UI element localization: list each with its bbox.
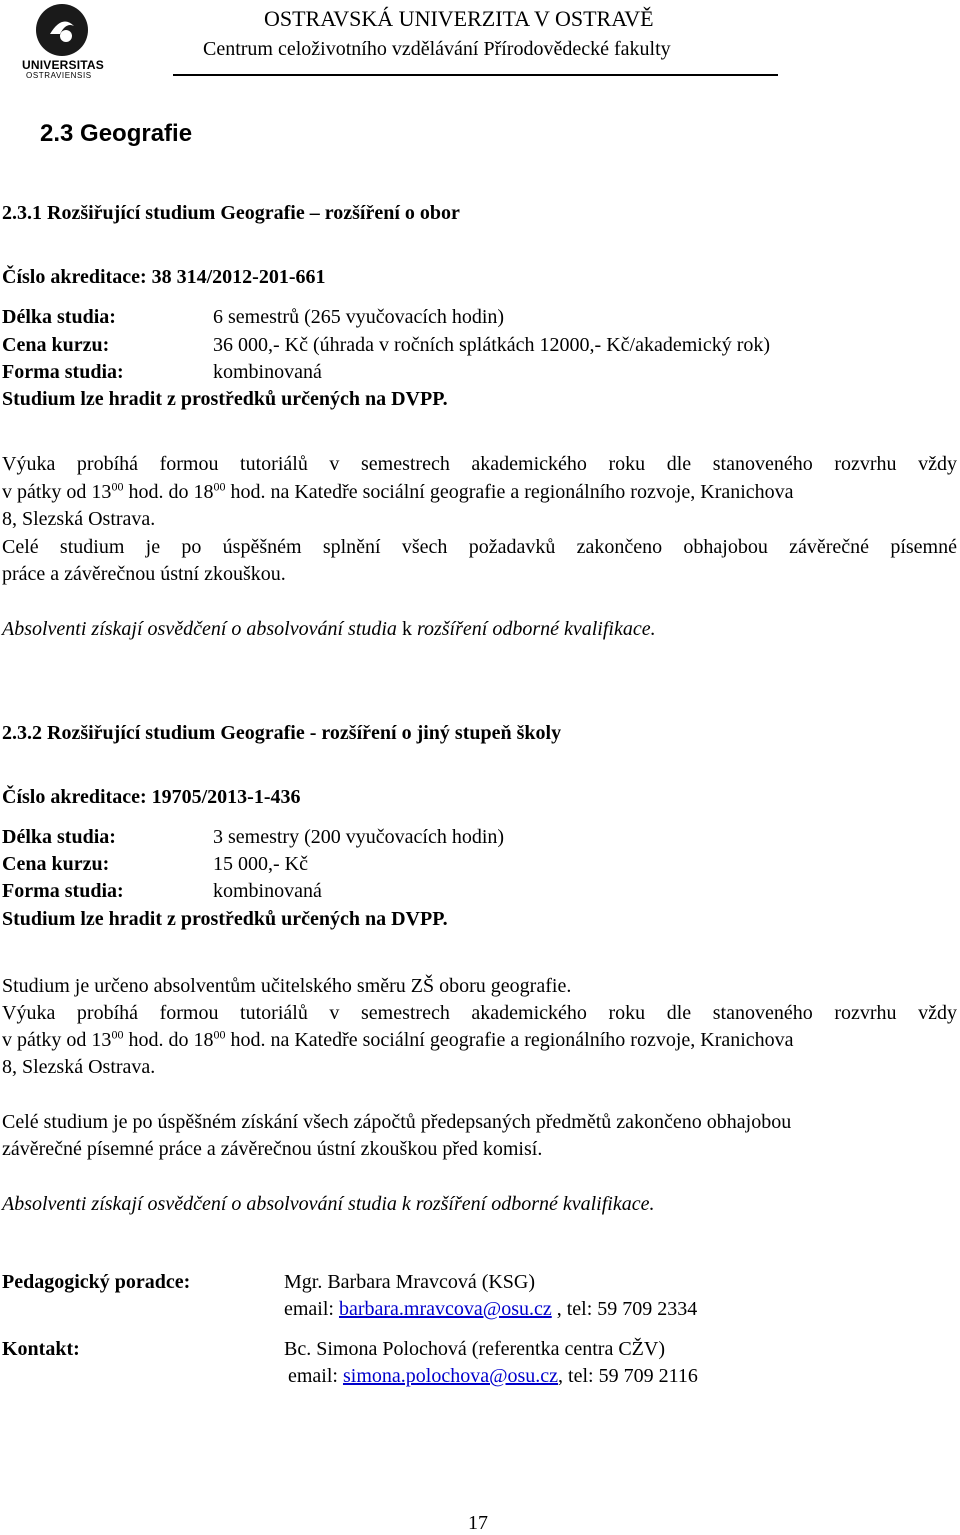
s2-paragraph-line: Výuka probíhá formou tutoriálů v semestrech akademického roku dle stanoveného rozvrhu vždy	[2, 1002, 957, 1024]
s2-outcome: Absolventi získají osvědčení o absolvování studia k rozšíření odborné kvalifikace.	[2, 1193, 655, 1215]
s2-row-value: 15 000,- Kč	[213, 853, 308, 875]
header-subtitle: Centrum celoživotního vzdělávání Přírodovědecké fakulty	[203, 38, 671, 60]
s1-paragraph-line: práce a závěrečnou ústní zkouškou.	[2, 563, 286, 585]
s1-paragraph-line: v pátky od $13^{00}$ hod. do $18^{00}$ hod. na Katedře sociální geografie a regionálního rozvoje, Kranichova	[2, 479, 794, 503]
s2-paragraph-line: Celé studium je po úspěšném získání všech zápočtů předepsaných předmětů zakončeno obhajobou	[2, 1111, 792, 1133]
s2-paragraph-line: 8, Slezská Ostrava.	[2, 1056, 156, 1078]
advisor-email-link[interactable]: barbara.mravcova@osu.cz	[338, 1298, 552, 1320]
logo-line2: OSTRAVIENSIS	[26, 71, 92, 80]
s2-accreditation: Číslo akreditace: 19705/2013-1-436	[2, 786, 301, 808]
s2-row-value: 3 semestry (200 vyučovacích hodin)	[213, 826, 505, 848]
s1-paragraph-line: Výuka probíhá formou tutoriálů v semestrech akademického roku dle stanoveného rozvrhu vždy	[2, 453, 957, 475]
s2-paragraph-line: závěrečné písemné práce a závěrečnou ústní zkouškou před komisí.	[2, 1138, 543, 1160]
s2-heading: 2.3.2 Rozšiřující studium Geografie - rozšíření o jiný stupeň školy	[2, 722, 562, 744]
s1-paragraph-line: 8, Slezská Ostrava.	[2, 508, 156, 530]
s1-row-label: Délka studia:	[2, 306, 116, 328]
s1-row-label: Forma studia:	[2, 361, 124, 383]
header-title: OSTRAVSKÁ UNIVERZITA V OSTRAVĚ	[264, 6, 654, 31]
contact-name: Bc. Simona Polochová (referentka centra CŽV)	[284, 1338, 665, 1360]
s1-row-label: Cena kurzu:	[2, 334, 110, 356]
s1-paragraph-line: Celé studium je po úspěšném splnění všech požadavků zakončeno obhajobou závěrečné písemné	[2, 536, 957, 558]
s1-row-value: kombinovaná	[213, 361, 322, 383]
contact-contact-line: email: simona.polochova@osu.cz, tel: 59 709 2116	[288, 1365, 698, 1387]
section-heading: 2.3 Geografie	[40, 120, 193, 147]
s1-accreditation: Číslo akreditace: 38 314/2012-201-661	[2, 266, 326, 288]
advisor-contact-line: email: barbara.mravcova@osu.cz , tel: 59 709 2334	[284, 1298, 698, 1320]
contact-label: Kontakt:	[2, 1338, 80, 1360]
s1-row-value: 36 000,- Kč (úhrada v ročních splátkách 12000,- Kč/akademický rok)	[213, 334, 771, 356]
logo-line1: UNIVERSITAS	[22, 58, 104, 72]
advisor-name: Mgr. Barbara Mravcová (KSG)	[284, 1271, 536, 1293]
s1-outcome: Absolventi získají osvědčení o absolvování studia k rozšíření odborné kvalifikace.	[2, 618, 656, 640]
page-number: 17	[468, 1512, 488, 1534]
s1-dvpp-note: Studium lze hradit z prostředků určených na DVPP.	[2, 388, 448, 410]
s1-heading: 2.3.1 Rozšiřující studium Geografie – rozšíření o obor	[2, 202, 460, 224]
logo-emblem-icon	[36, 4, 88, 56]
header-rule	[173, 74, 778, 76]
s2-dvpp-note: Studium lze hradit z prostředků určených na DVPP.	[2, 908, 448, 930]
s2-row-label: Forma studia:	[2, 880, 124, 902]
s2-row-label: Délka studia:	[2, 826, 116, 848]
contact-email-link[interactable]: simona.polochova@osu.cz	[342, 1365, 559, 1387]
s2-paragraph-line: v pátky od $13^{00}$ hod. do $18^{00}$ hod. na Katedře sociální geografie a regionálního rozvoje, Kranichova	[2, 1027, 794, 1051]
s2-row-label: Cena kurzu:	[2, 853, 110, 875]
advisor-label: Pedagogický poradce:	[2, 1271, 191, 1293]
s2-intended-note: Studium je určeno absolventům učitelského směru ZŠ oboru geografie.	[2, 975, 572, 997]
s2-row-value: kombinovaná	[213, 880, 322, 902]
s1-row-value: 6 semestrů (265 vyučovacích hodin)	[213, 306, 505, 328]
